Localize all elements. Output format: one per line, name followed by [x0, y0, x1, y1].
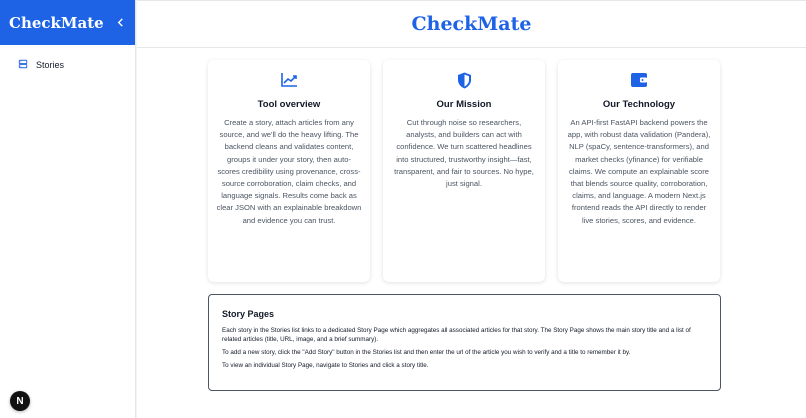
trend-chart-icon [208, 72, 370, 90]
card-title: Our Technology [602, 99, 676, 110]
sidebar-item-stories[interactable] [0, 59, 135, 71]
top-header [137, 0, 806, 48]
card-text: An API-first FastAPI backend powers the app, with robust data validation (Pandera), NLP (spaCy, sentence-transformers), and market checks (yfinance) for verifiable claims. We compute an explainable score that blends source quality, corroboration, claims, and language. A modern Next.js frontend reads the API directly to render live stories, scores, and evidence. [567, 118, 711, 225]
chevron-left-icon[interactable] [116, 15, 125, 30]
section-title: Story Pages [222, 309, 275, 319]
card-title: Our Mission [436, 99, 492, 110]
card-tool-overview [208, 60, 370, 282]
sidebar-header [0, 0, 135, 45]
shield-icon [383, 72, 545, 90]
story-pages-section [208, 294, 721, 391]
sidebar-item-label: Stories [36, 60, 65, 70]
wallet-icon [558, 72, 720, 90]
feature-cards [208, 60, 722, 282]
main-content [137, 0, 806, 418]
section-paragraph: Each story in the Stories list links to a dedicated Story Page which aggregates all associated articles for that story. The Story Page shows the main story title and a list of related articles (title, URL, image, and a brief summary). [222, 327, 691, 343]
card-our-technology [558, 60, 720, 282]
nextjs-devtools-button[interactable]: N [10, 391, 30, 411]
card-text: Create a story, attach articles from any source, and we'll do the heavy lifting. The backend cleans and validates content, groups it under your story, then auto-scores credibility using provenance, cross-source corroboration, claim checks, and language signals. Results come back as clear JSON with an explainable breakdown and evidence you can trust. [216, 118, 362, 225]
card-our-mission [383, 60, 545, 282]
section-paragraph: To view an individual Story Page, navigate to Stories and click a story title. [222, 362, 429, 369]
brand-logo[interactable]: CheckMate [9, 13, 104, 32]
card-title: Tool overview [257, 99, 321, 110]
page-title: CheckMate [411, 13, 532, 35]
sidebar [0, 0, 136, 418]
database-icon [18, 59, 28, 71]
section-paragraph: To add a new story, click the "Add Story" button in the Stories list and then enter the url of the article you wish to verify and a title to remember it by. [222, 349, 631, 356]
card-text: Cut through noise so researchers, analysts, and builders can act with confidence. We turn scattered headlines into structured, trustworthy insight—fast, transparent, and fair to sources. No hype, just signal. [394, 118, 534, 189]
